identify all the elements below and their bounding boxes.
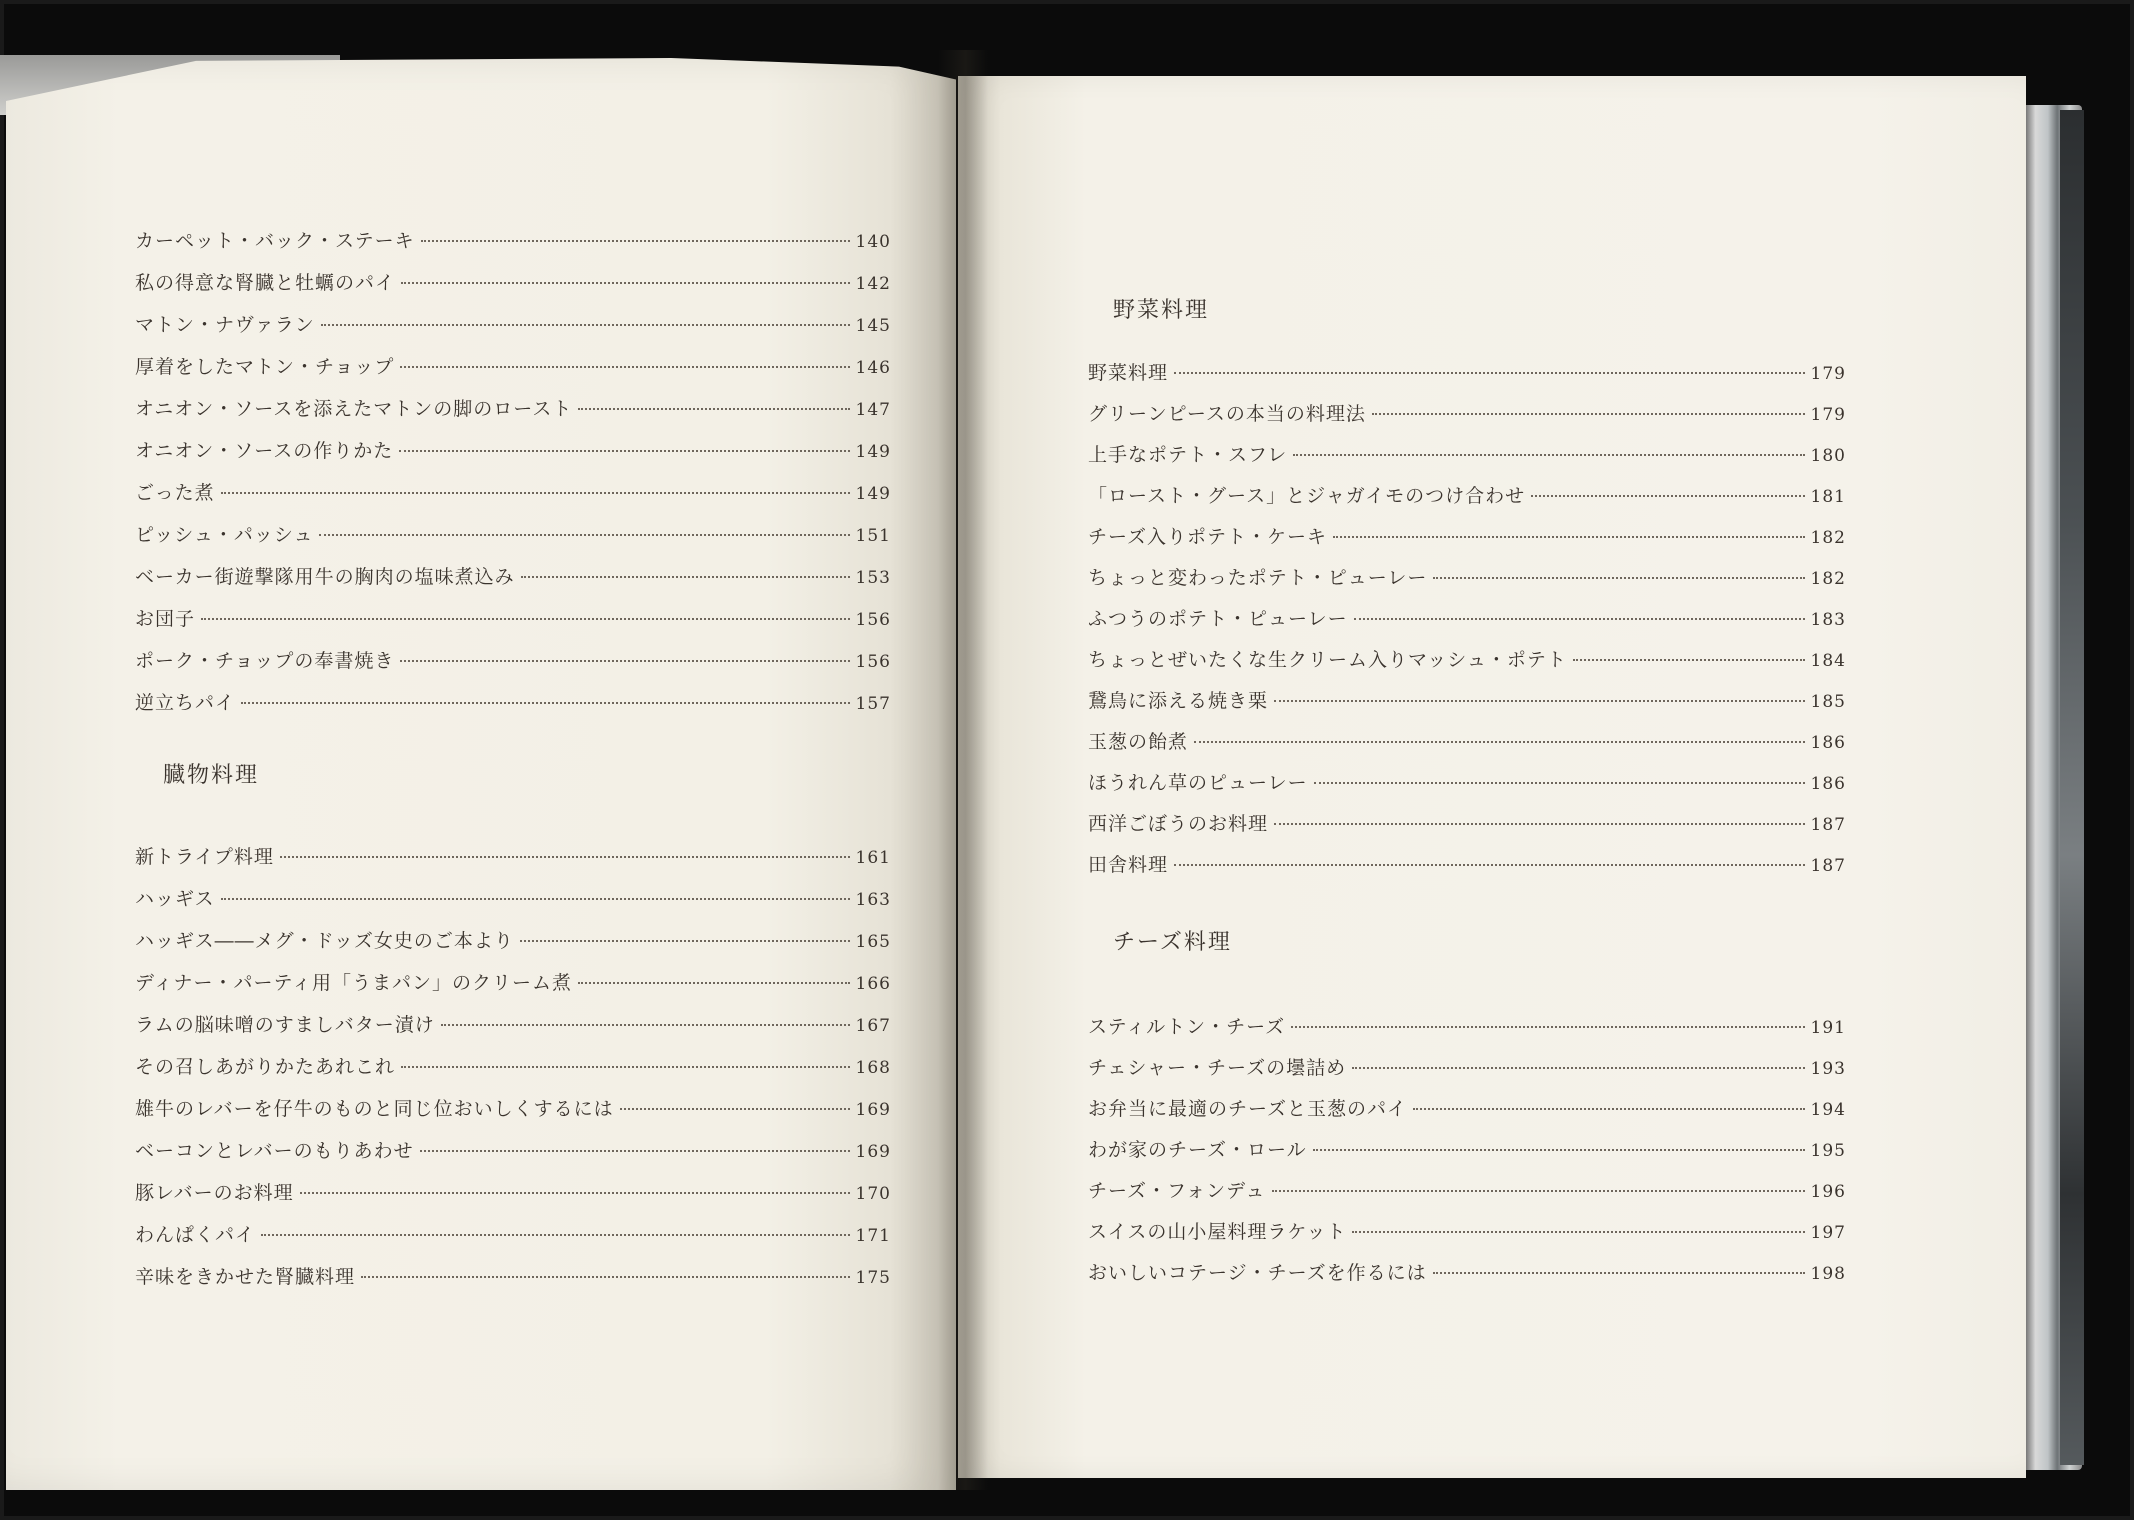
toc-entry (135, 688, 891, 715)
dot-leader (1531, 495, 1804, 497)
toc-entry-page: 168 (855, 1058, 891, 1078)
toc-entry-title: ベーコンとレバーのもりあわせ (135, 1140, 414, 1162)
dot-leader (520, 940, 850, 942)
toc-entry-title: 厚着をしたマトン・チョップ (135, 356, 395, 378)
toc-entry-title: ハッギス――メグ・ドッズ女史のご本より (135, 930, 514, 952)
toc-entry (1088, 809, 1846, 836)
toc-entry-page: 183 (1810, 610, 1846, 630)
toc-entry-page: 166 (855, 974, 891, 994)
toc-entry-title: 豚レバーのお料理 (135, 1182, 294, 1204)
toc-entry-title: ディナー・パーティ用「うまパン」のクリーム煮 (135, 972, 572, 994)
dot-leader (401, 282, 850, 284)
toc-entry (135, 268, 891, 295)
toc-entry-title: ハッギス (135, 888, 215, 910)
toc-entry-title: ベーカー街遊撃隊用牛の胸肉の塩味煮込み (135, 566, 515, 588)
toc-entry (135, 1052, 891, 1079)
toc-entry (1088, 727, 1846, 754)
toc-entry (1088, 1135, 1846, 1162)
dot-leader (1174, 372, 1805, 374)
toc-entry-page: 191 (1810, 1018, 1846, 1038)
toc-entry-page: 146 (855, 358, 891, 378)
toc-entry-page: 179 (1810, 364, 1846, 384)
dot-leader (1274, 823, 1805, 825)
toc-entry (135, 1010, 891, 1037)
toc-entry-page: 186 (1810, 774, 1846, 794)
toc-entry-title: その召しあがりかたあれこれ (135, 1056, 396, 1078)
toc-entry (135, 310, 891, 337)
toc-entry-title: 野菜料理 (1088, 362, 1169, 384)
dot-leader (361, 1276, 850, 1278)
toc-entry (135, 1262, 891, 1289)
toc-entry-page: 194 (1810, 1100, 1846, 1120)
dot-leader (1433, 577, 1804, 579)
toc-entry (1088, 481, 1846, 508)
toc-entry (135, 1094, 891, 1121)
toc-entry-title: チーズ入りポテト・ケーキ (1088, 526, 1328, 548)
dot-leader (261, 1234, 850, 1236)
toc-entry-title: 雄牛のレバーを仔牛のものと同じ位おいしくするには (135, 1098, 614, 1120)
toc-entry-title: スティルトン・チーズ (1088, 1016, 1286, 1038)
toc-entry-page: 179 (1810, 405, 1846, 425)
dot-leader (241, 702, 850, 704)
toc-entry-page: 140 (855, 232, 891, 252)
dot-leader (401, 1066, 850, 1068)
toc-entry (1088, 358, 1846, 385)
toc-entry-page: 195 (1810, 1141, 1846, 1161)
toc-entry-page: 149 (855, 484, 891, 504)
toc-entry-title: カーペット・バック・ステーキ (135, 230, 415, 252)
dot-leader (321, 324, 850, 326)
dot-leader (1314, 782, 1805, 784)
dot-leader (1291, 1026, 1804, 1028)
toc-entry-title: ごった煮 (135, 482, 215, 504)
dot-leader (1354, 618, 1805, 620)
toc-entry-page: 145 (855, 316, 891, 336)
toc-entry-title: ほうれん草のピューレー (1088, 772, 1308, 794)
toc-entry-title: 鵞鳥に添える焼き栗 (1088, 690, 1269, 712)
dot-leader (1433, 1272, 1805, 1274)
toc-entry-title: スイスの山小屋料理ラケット (1088, 1221, 1347, 1243)
toc-entry-page: 187 (1810, 856, 1846, 876)
toc-entry (135, 884, 891, 911)
dot-leader (221, 492, 850, 494)
book-cover-spine-shadow (2060, 110, 2084, 1465)
dot-leader (421, 240, 850, 242)
dot-leader (1272, 1190, 1805, 1192)
toc-entry-title: 辛味をきかせた腎臓料理 (135, 1266, 356, 1288)
toc-entry-page: 142 (855, 274, 891, 294)
toc-entry-title: 上手なポテト・スフレ (1088, 444, 1288, 466)
toc-entry-page: 185 (1810, 692, 1846, 712)
toc-entry-page: 147 (855, 400, 891, 420)
toc-entry (135, 1220, 891, 1247)
dot-leader (521, 576, 850, 578)
toc-entry (135, 352, 891, 379)
toc-entry-title: ちょっと変わったポテト・ピューレー (1088, 567, 1428, 589)
toc-entry-page: 167 (855, 1016, 891, 1036)
toc-entry-page: 169 (855, 1142, 891, 1162)
toc-entry (135, 604, 891, 631)
dot-leader (1333, 536, 1804, 538)
toc-entry (135, 1178, 891, 1205)
dot-leader (1372, 413, 1805, 415)
dot-leader (280, 856, 850, 858)
dot-leader (441, 1024, 850, 1026)
toc-entry (135, 562, 891, 589)
toc-entry-page: 181 (1810, 487, 1846, 507)
toc-entry-page: 197 (1810, 1223, 1846, 1243)
toc-entry (1088, 645, 1846, 672)
section-heading: 臓物料理 (163, 763, 260, 788)
toc-entry-page: 182 (1810, 528, 1846, 548)
toc-entry-title: 「ロースト・グース」とジャガイモのつけ合わせ (1088, 485, 1526, 507)
toc-entry (1088, 1258, 1846, 1285)
dot-leader (578, 982, 850, 984)
dot-leader (1194, 741, 1805, 743)
book-gutter (938, 50, 988, 1490)
toc-entry-title: マトン・ナヴァラン (135, 314, 315, 336)
toc-entry (1088, 1053, 1846, 1080)
dot-leader (201, 618, 850, 620)
toc-entry-page: 198 (1810, 1264, 1846, 1284)
toc-entry (135, 520, 891, 547)
toc-entry-page: 151 (855, 526, 891, 546)
toc-entry-title: わが家のチーズ・ロール (1088, 1139, 1307, 1161)
toc-entry (1088, 850, 1846, 877)
dot-leader (1352, 1067, 1804, 1069)
toc-entry-title: 私の得意な腎臓と牡蠣のパイ (135, 272, 396, 294)
toc-entry-page: 182 (1810, 569, 1846, 589)
toc-entry (135, 646, 891, 673)
dot-leader (1274, 700, 1805, 702)
toc-entry (135, 226, 891, 253)
toc-entry-title: わんぱくパイ (135, 1224, 256, 1246)
dot-leader (420, 1150, 850, 1152)
dot-leader (400, 660, 849, 662)
toc-entry-page: 170 (855, 1184, 891, 1204)
section-heading: チーズ料理 (1113, 930, 1232, 955)
toc-entry (135, 926, 891, 953)
toc-entry-page: 187 (1810, 815, 1846, 835)
toc-entry-title: ちょっとぜいたくな生クリーム入りマッシュ・ポテト (1088, 649, 1567, 671)
toc-entry (1088, 563, 1846, 590)
dot-leader (1293, 454, 1804, 456)
dot-leader (319, 534, 849, 536)
toc-entry-title: おいしいコテージ・チーズを作るには (1088, 1262, 1427, 1284)
toc-entry-page: 186 (1810, 733, 1846, 753)
toc-entry (135, 478, 891, 505)
toc-entry-title: ポーク・チョップの奉書焼き (135, 650, 395, 672)
dot-leader (221, 898, 850, 900)
toc-entry-page: 169 (855, 1100, 891, 1120)
toc-entry (1088, 1094, 1846, 1121)
toc-entry (1088, 1176, 1846, 1203)
toc-entry (135, 1136, 891, 1163)
toc-entry-title: オニオン・ソースの作りかた (135, 440, 394, 462)
toc-entry-page: 157 (855, 694, 891, 714)
toc-entry-title: ラムの脳味噌のすましバター漬け (135, 1014, 435, 1036)
dot-leader (1573, 659, 1805, 661)
toc-entry-page: 161 (855, 848, 891, 868)
dot-leader (1352, 1231, 1804, 1233)
toc-entry (135, 842, 891, 869)
toc-entry-title: オニオン・ソースを添えたマトンの脚のロースト (135, 398, 573, 420)
toc-entry-page: 149 (855, 442, 891, 462)
toc-entry (1088, 686, 1846, 713)
dot-leader (578, 408, 849, 410)
toc-entry-page: 184 (1810, 651, 1846, 671)
toc-entry-title: 逆立ちパイ (135, 692, 236, 714)
toc-entry (1088, 604, 1846, 631)
toc-entry (1088, 768, 1846, 795)
dot-leader (300, 1192, 850, 1194)
toc-entry-page: 165 (855, 932, 891, 952)
toc-entry-title: 新トライプ料理 (135, 846, 274, 868)
toc-entry (135, 436, 891, 463)
toc-entry-title: お弁当に最適のチーズと玉葱のパイ (1088, 1098, 1408, 1120)
toc-entry-title: 田舎料理 (1088, 854, 1169, 876)
toc-entry-title: ピッシュ・パッシュ (135, 524, 314, 546)
toc-entry-title: グリーンピースの本当の料理法 (1088, 403, 1366, 425)
dot-leader (1174, 864, 1805, 866)
toc-entry-page: 163 (855, 890, 891, 910)
toc-entry (135, 968, 891, 995)
dot-leader (399, 450, 849, 452)
toc-entry-page: 180 (1810, 446, 1846, 466)
toc-entry-page: 193 (1810, 1059, 1846, 1079)
toc-entry-page: 175 (855, 1268, 891, 1288)
toc-entry-page: 153 (855, 568, 891, 588)
dot-leader (1413, 1108, 1804, 1110)
toc-entry-page: 156 (855, 610, 891, 630)
toc-entry (1088, 440, 1846, 467)
toc-entry-page: 196 (1810, 1182, 1846, 1202)
toc-entry (1088, 399, 1846, 426)
toc-entry-title: チェシャー・チーズの壜詰め (1088, 1057, 1347, 1079)
toc-entry-title: お団子 (135, 608, 196, 630)
toc-entry (1088, 522, 1846, 549)
toc-entry-page: 171 (855, 1226, 891, 1246)
dot-leader (1313, 1149, 1805, 1151)
toc-entry (1088, 1012, 1846, 1039)
toc-entry (1088, 1217, 1846, 1244)
toc-entry-title: ふつうのポテト・ピューレー (1088, 608, 1348, 630)
toc-entry-title: チーズ・フォンデュ (1088, 1180, 1266, 1202)
dot-leader (400, 366, 849, 368)
toc-entry (135, 394, 891, 421)
toc-entry-title: 西洋ごぼうのお料理 (1088, 813, 1269, 835)
toc-entry-title: 玉葱の飴煮 (1088, 731, 1189, 753)
dot-leader (620, 1108, 850, 1110)
section-heading: 野菜料理 (1113, 298, 1210, 323)
toc-entry-page: 156 (855, 652, 891, 672)
